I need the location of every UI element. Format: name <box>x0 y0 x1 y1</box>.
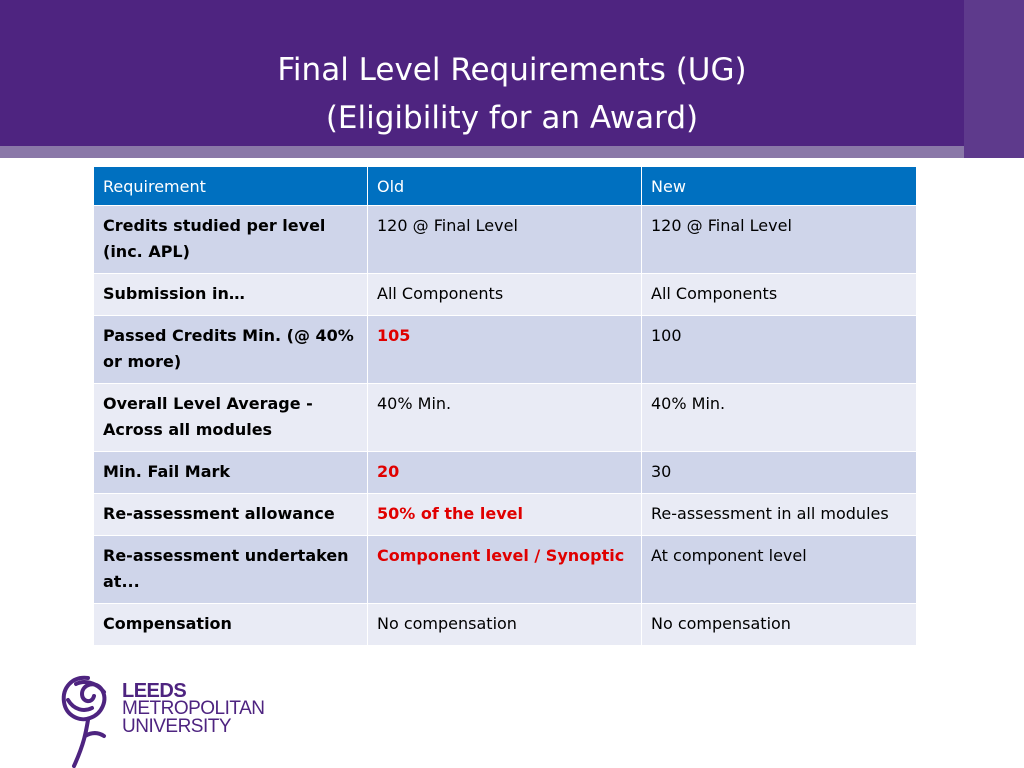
requirement-cell: Passed Credits Min. (@ 40% or more) <box>94 316 368 384</box>
header-underline <box>0 146 964 158</box>
table-row <box>94 604 917 646</box>
requirement-cell: Credits studied per level (inc. APL) <box>94 206 368 274</box>
requirement-cell: Re-assessment undertaken at... <box>94 536 368 604</box>
requirement-cell: Re-assessment allowance <box>94 494 368 536</box>
table-row <box>94 494 917 536</box>
table-row <box>94 274 917 316</box>
rose-emblem-icon <box>58 670 118 768</box>
university-logo-text <box>122 682 265 736</box>
requirement-cell: Submission in… <box>94 274 368 316</box>
requirement-cell: Overall Level Average - Across all modules <box>94 384 368 452</box>
new-value-cell: No compensation <box>642 604 917 646</box>
column-header-old: Old <box>368 167 642 206</box>
new-value-cell: 120 @ Final Level <box>642 206 917 274</box>
requirement-cell: Compensation <box>94 604 368 646</box>
new-value-cell: 100 <box>642 316 917 384</box>
old-value-cell-highlighted: 105 <box>368 316 642 384</box>
old-value-cell: 120 @ Final Level <box>368 206 642 274</box>
logo-line-leeds: LEEDS <box>122 680 187 702</box>
table-row <box>94 206 917 274</box>
old-value-cell-highlighted: Component level / Synoptic <box>368 536 642 604</box>
column-header-new: New <box>642 167 917 206</box>
table-header-row <box>94 167 917 206</box>
table-row <box>94 384 917 452</box>
old-value-cell: 40% Min. <box>368 384 642 452</box>
old-value-cell: No compensation <box>368 604 642 646</box>
new-value-cell: At component level <box>642 536 917 604</box>
old-value-cell-highlighted: 20 <box>368 452 642 494</box>
new-value-cell: All Components <box>642 274 917 316</box>
new-value-cell: 30 <box>642 452 917 494</box>
table-row <box>94 316 917 384</box>
slide-title-line-2: (Eligibility for an Award) <box>325 100 699 136</box>
logo-line-metropolitan: METROPOLITAN <box>122 698 265 719</box>
table-row <box>94 452 917 494</box>
requirements-table <box>93 166 917 646</box>
old-value-cell-highlighted: 50% of the level <box>368 494 642 536</box>
new-value-cell: Re-assessment in all modules <box>642 494 917 536</box>
requirement-cell: Min. Fail Mark <box>94 452 368 494</box>
slide-title <box>0 46 1024 142</box>
logo-line-university: UNIVERSITY <box>122 716 232 737</box>
column-header-requirement: Requirement <box>94 167 368 206</box>
table-row <box>94 536 917 604</box>
university-logo <box>58 670 288 768</box>
slide-title-line-1: Final Level Requirements (UG) <box>277 52 747 88</box>
old-value-cell: All Components <box>368 274 642 316</box>
new-value-cell: 40% Min. <box>642 384 917 452</box>
